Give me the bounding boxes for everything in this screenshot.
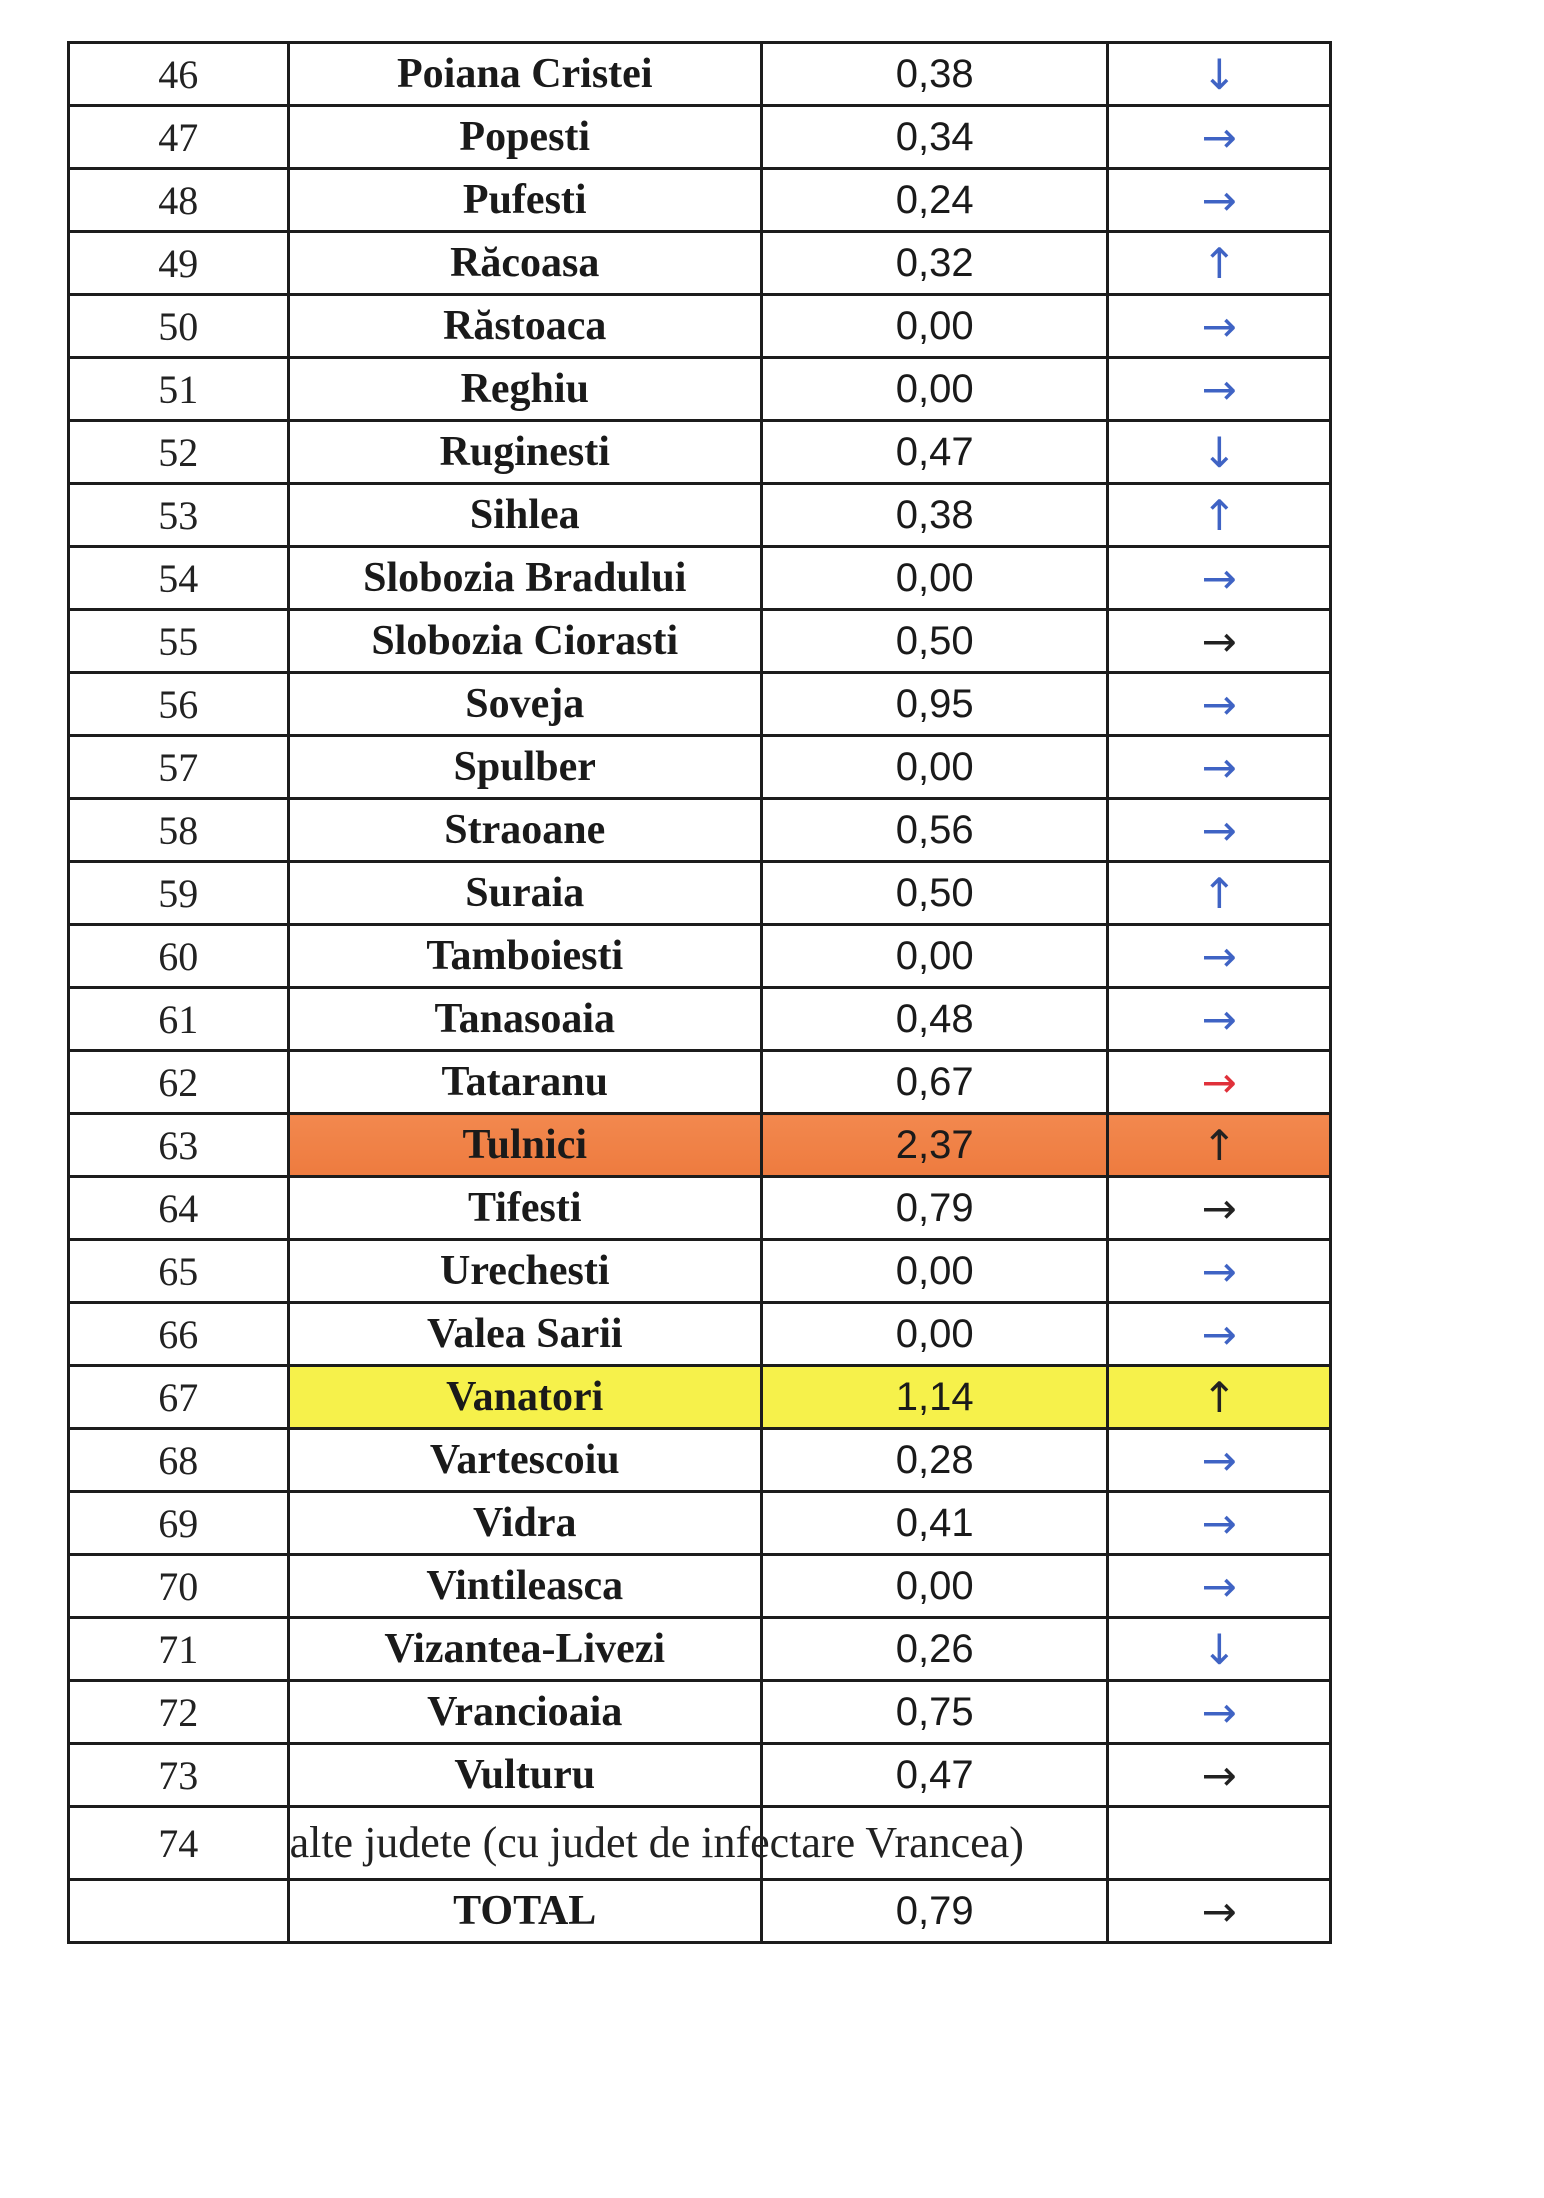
incidence-value: 0,41 — [761, 1492, 1107, 1555]
incidence-value: 0,28 — [761, 1429, 1107, 1492]
trend-arrow-icon: → — [1108, 547, 1331, 610]
trend-arrow-icon: ↓ — [1108, 421, 1331, 484]
trend-arrow-icon: ↑ — [1108, 1366, 1331, 1429]
locality-name: Vintileasca — [288, 1555, 761, 1618]
trend-arrow-icon: ↑ — [1108, 232, 1331, 295]
table-row — [69, 43, 1331, 106]
locality-name: Vartescoiu — [288, 1429, 761, 1492]
row-number: 66 — [69, 1303, 289, 1366]
trend-arrow-icon: → — [1108, 358, 1331, 421]
locality-name: Pufesti — [288, 169, 761, 232]
incidence-value: 0,00 — [761, 1303, 1107, 1366]
table-body — [69, 43, 1331, 1943]
locality-name: Popesti — [288, 106, 761, 169]
incidence-value: 0,79 — [761, 1177, 1107, 1240]
table-row — [69, 610, 1331, 673]
incidence-value: 0,32 — [761, 232, 1107, 295]
row-number: 54 — [69, 547, 289, 610]
incidence-value: 0,48 — [761, 988, 1107, 1051]
table-row — [69, 799, 1331, 862]
row-number: 49 — [69, 232, 289, 295]
table-row — [69, 736, 1331, 799]
trend-arrow-icon: → — [1108, 799, 1331, 862]
trend-arrow-icon: → — [1108, 988, 1331, 1051]
row-number: 69 — [69, 1492, 289, 1555]
incidence-value: 0,00 — [761, 1555, 1107, 1618]
table-row — [69, 547, 1331, 610]
incidence-value: 0,38 — [761, 43, 1107, 106]
trend-arrow-icon: → — [1108, 1744, 1331, 1807]
locality-name: Răstoaca — [288, 295, 761, 358]
incidence-value: 0,47 — [761, 1744, 1107, 1807]
incidence-value: 0,67 — [761, 1051, 1107, 1114]
table-row — [69, 484, 1331, 547]
trend-arrow-icon: → — [1108, 1177, 1331, 1240]
row-number: 55 — [69, 610, 289, 673]
row-number: 56 — [69, 673, 289, 736]
row-number: 53 — [69, 484, 289, 547]
table-row-other-counties — [69, 1807, 1331, 1880]
row-number: 64 — [69, 1177, 289, 1240]
trend-arrow-icon: → — [1108, 673, 1331, 736]
incidence-value: 0,38 — [761, 484, 1107, 547]
row-number: 57 — [69, 736, 289, 799]
table-row — [69, 1051, 1331, 1114]
table-row — [69, 1681, 1331, 1744]
locality-name: Vidra — [288, 1492, 761, 1555]
incidence-value: 2,37 — [761, 1114, 1107, 1177]
table-row-total — [69, 1880, 1331, 1943]
trend-arrow-icon: ↓ — [1108, 1618, 1331, 1681]
trend-arrow-icon: → — [1108, 106, 1331, 169]
row-number: 46 — [69, 43, 289, 106]
incidence-value: 0,95 — [761, 673, 1107, 736]
trend-arrow-icon: ↑ — [1108, 484, 1331, 547]
trend-arrow-icon: → — [1108, 169, 1331, 232]
table-row — [69, 862, 1331, 925]
trend-arrow-icon: ↑ — [1108, 1114, 1331, 1177]
row-number-empty — [69, 1880, 289, 1943]
table-row — [69, 1366, 1331, 1429]
table-row — [69, 1744, 1331, 1807]
total-trend-arrow-icon: → — [1108, 1880, 1331, 1943]
row-number: 67 — [69, 1366, 289, 1429]
locality-name: Slobozia Bradului — [288, 547, 761, 610]
locality-name: Spulber — [288, 736, 761, 799]
locality-name: Tataranu — [288, 1051, 761, 1114]
trend-arrow-icon: ↓ — [1108, 43, 1331, 106]
trend-arrow-icon: → — [1108, 1681, 1331, 1744]
locality-name: Straoane — [288, 799, 761, 862]
table-row — [69, 925, 1331, 988]
row-number: 72 — [69, 1681, 289, 1744]
row-number: 70 — [69, 1555, 289, 1618]
row-number: 63 — [69, 1114, 289, 1177]
incidence-value: 0,00 — [761, 547, 1107, 610]
trend-arrow-icon: → — [1108, 1303, 1331, 1366]
locality-name: Ruginesti — [288, 421, 761, 484]
row-number: 52 — [69, 421, 289, 484]
incidence-value: 0,56 — [761, 799, 1107, 862]
locality-name: Urechesti — [288, 1240, 761, 1303]
table-row — [69, 1240, 1331, 1303]
locality-name: Sihlea — [288, 484, 761, 547]
table-row — [69, 988, 1331, 1051]
trend-arrow-icon: ↑ — [1108, 862, 1331, 925]
table-row — [69, 1618, 1331, 1681]
locality-name: Tifesti — [288, 1177, 761, 1240]
incidence-value: 0,00 — [761, 295, 1107, 358]
locality-name: Tamboiesti — [288, 925, 761, 988]
locality-name: alte judete (cu judet de infectare Vrancea) — [288, 1807, 761, 1880]
incidence-value: 0,26 — [761, 1618, 1107, 1681]
locality-name: Vanatori — [288, 1366, 761, 1429]
table-row — [69, 106, 1331, 169]
incidence-value: 0,75 — [761, 1681, 1107, 1744]
trend-arrow-icon: → — [1108, 1240, 1331, 1303]
table-row — [69, 1492, 1331, 1555]
table-row — [69, 232, 1331, 295]
total-label: TOTAL — [288, 1880, 761, 1943]
table-row — [69, 358, 1331, 421]
row-number: 71 — [69, 1618, 289, 1681]
incidence-value: 0,00 — [761, 358, 1107, 421]
incidence-value: 0,00 — [761, 925, 1107, 988]
locality-name: Tanasoaia — [288, 988, 761, 1051]
locality-name: Răcoasa — [288, 232, 761, 295]
incidence-value: 0,00 — [761, 736, 1107, 799]
table-row — [69, 295, 1331, 358]
row-number: 74 — [69, 1807, 289, 1880]
row-number: 59 — [69, 862, 289, 925]
table-row — [69, 1429, 1331, 1492]
table-row — [69, 673, 1331, 736]
locality-name: Vrancioaia — [288, 1681, 761, 1744]
table-row — [69, 1114, 1331, 1177]
row-number: 58 — [69, 799, 289, 862]
incidence-table — [67, 41, 1332, 1944]
trend-arrow-icon: → — [1108, 1555, 1331, 1618]
locality-name: Tulnici — [288, 1114, 761, 1177]
incidence-value: 0,24 — [761, 169, 1107, 232]
trend-arrow-icon: → — [1108, 925, 1331, 988]
row-number: 48 — [69, 169, 289, 232]
trend-arrow-icon: → — [1108, 736, 1331, 799]
locality-name: Valea Sarii — [288, 1303, 761, 1366]
row-number: 50 — [69, 295, 289, 358]
total-value: 0,79 — [761, 1880, 1107, 1943]
trend-arrow-icon: → — [1108, 1051, 1331, 1114]
trend-arrow-icon: → — [1108, 1429, 1331, 1492]
trend-arrow-icon — [1108, 1807, 1331, 1880]
row-number: 51 — [69, 358, 289, 421]
table-row — [69, 169, 1331, 232]
locality-name: Suraia — [288, 862, 761, 925]
trend-arrow-icon: → — [1108, 295, 1331, 358]
locality-name: Vulturu — [288, 1744, 761, 1807]
row-number: 65 — [69, 1240, 289, 1303]
table-row — [69, 1177, 1331, 1240]
row-number: 73 — [69, 1744, 289, 1807]
incidence-value: 0,34 — [761, 106, 1107, 169]
trend-arrow-icon: → — [1108, 1492, 1331, 1555]
locality-name: Reghiu — [288, 358, 761, 421]
row-number: 68 — [69, 1429, 289, 1492]
incidence-value: 0,50 — [761, 862, 1107, 925]
incidence-value: 0,47 — [761, 421, 1107, 484]
row-number: 61 — [69, 988, 289, 1051]
locality-name: Slobozia Ciorasti — [288, 610, 761, 673]
table-row — [69, 1555, 1331, 1618]
table-row — [69, 421, 1331, 484]
trend-arrow-icon: → — [1108, 610, 1331, 673]
row-number: 47 — [69, 106, 289, 169]
table-row — [69, 1303, 1331, 1366]
incidence-value: 1,14 — [761, 1366, 1107, 1429]
locality-name: Soveja — [288, 673, 761, 736]
locality-name: Vizantea-Livezi — [288, 1618, 761, 1681]
row-number: 60 — [69, 925, 289, 988]
locality-name: Poiana Cristei — [288, 43, 761, 106]
row-number: 62 — [69, 1051, 289, 1114]
incidence-value: 0,50 — [761, 610, 1107, 673]
incidence-value: 0,00 — [761, 1240, 1107, 1303]
